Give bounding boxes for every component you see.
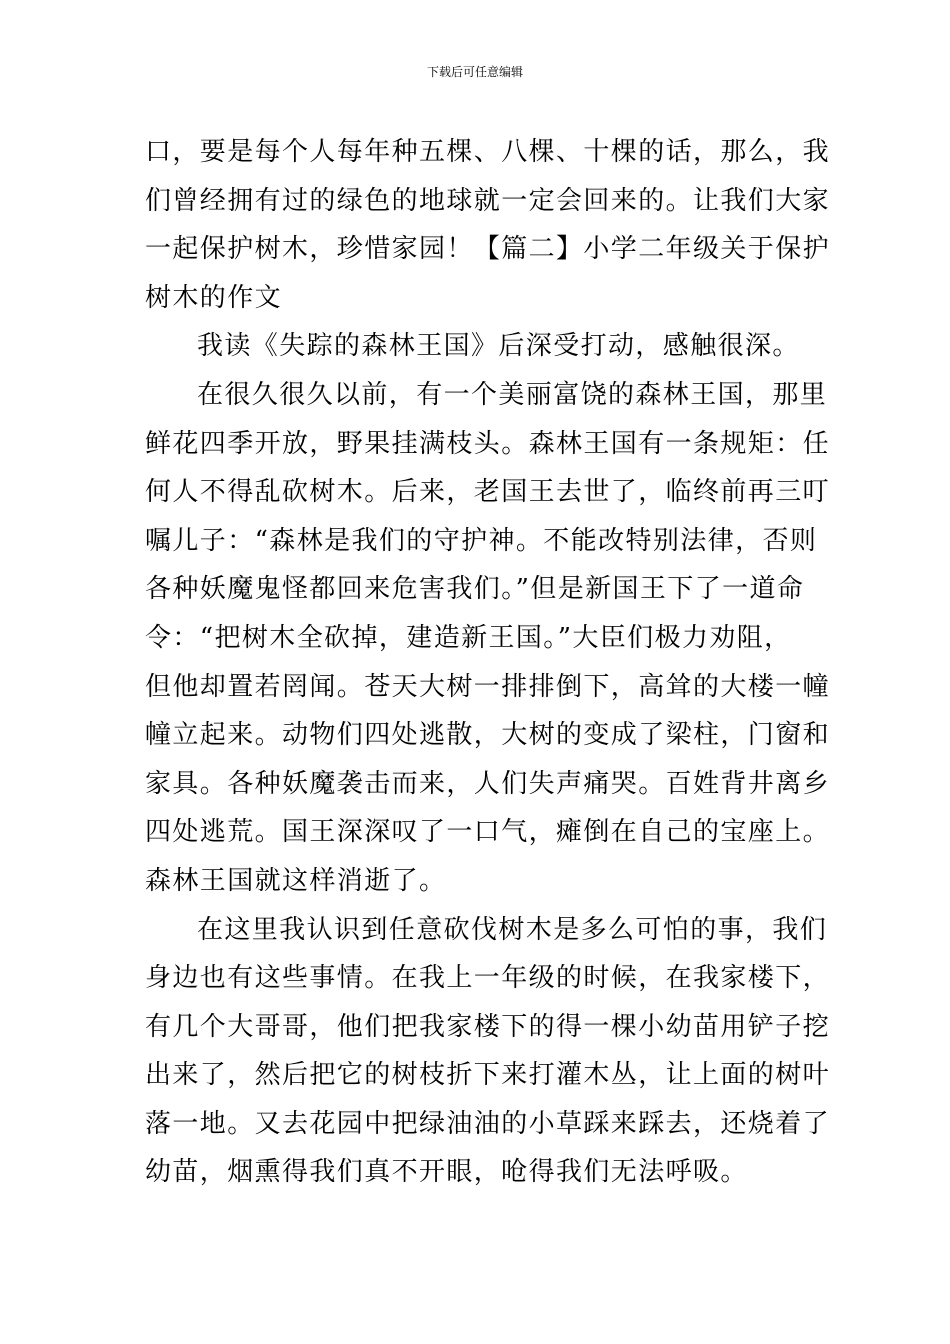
text-line: 家具。各种妖魔袭击而来，人们失声痛哭。百姓背井离乡 (145, 768, 831, 799)
text-line: 一起保护树木，珍惜家园！【篇二】小学二年级关于保护 (145, 234, 831, 265)
text-line: 森林王国就这样消逝了。 (145, 865, 447, 896)
text-line: 身边也有这些事情。在我上一年级的时候，在我家楼下， (145, 963, 831, 994)
text-line: 口，要是每个人每年种五棵、八棵、十棵的话，那么，我 (145, 137, 831, 167)
text-line: 何人不得乱砍树木。后来，老国王去世了，临终前再三叮 (145, 477, 831, 508)
text-line: 嘱儿子：“森林是我们的守护神。不能改特别法律，否则 (145, 525, 818, 556)
text-line: 在很久很久以前，有一个美丽富饶的森林王国，那里 (197, 379, 828, 410)
text-line: 各种妖魔鬼怪都回来危害我们。”但是新国王下了一道命 (145, 574, 805, 605)
text-line: 四处逃荒。国王深深叹了一口气，瘫倒在自己的宝座上。 (145, 817, 831, 848)
text-line: 但他却置若罔闻。苍天大树一排排倒下，高耸的大楼一幢 (145, 671, 831, 702)
text-line: 树木的作文 (145, 282, 283, 313)
text-line: 幢立起来。动物们四处逃散，大树的变成了梁柱，门窗和 (145, 720, 831, 751)
document-body (145, 128, 831, 1197)
page-header: 下载后可任意编辑 (426, 65, 523, 79)
text-line: 有几个大哥哥，他们把我家楼下的得一棵小幼苗用铲子挖 (145, 1011, 831, 1042)
text-line: 令：“把树木全砍掉，建造新王国。”大臣们极力劝阻， (145, 622, 792, 653)
text-line: 幼苗，烟熏得我们真不开眼，呛得我们无法呼吸。 (145, 1157, 748, 1188)
text-line: 在这里我认识到任意砍伐树木是多么可怕的事，我们 (197, 914, 828, 945)
text-line: 落一地。又去花园中把绿油油的小草踩来踩去，还烧着了 (145, 1108, 831, 1139)
text-line: 我读《失踪的森林王国》后深受打动，感触很深。 (197, 331, 800, 362)
text-line: 鲜花四季开放，野果挂满枝头。森林王国有一条规矩：任 (145, 428, 831, 459)
text-line: 出来了，然后把它的树枝折下来打灌木丛，让上面的树叶 (145, 1060, 831, 1091)
text-line: 们曾经拥有过的绿色的地球就一定会回来的。让我们大家 (145, 185, 831, 216)
